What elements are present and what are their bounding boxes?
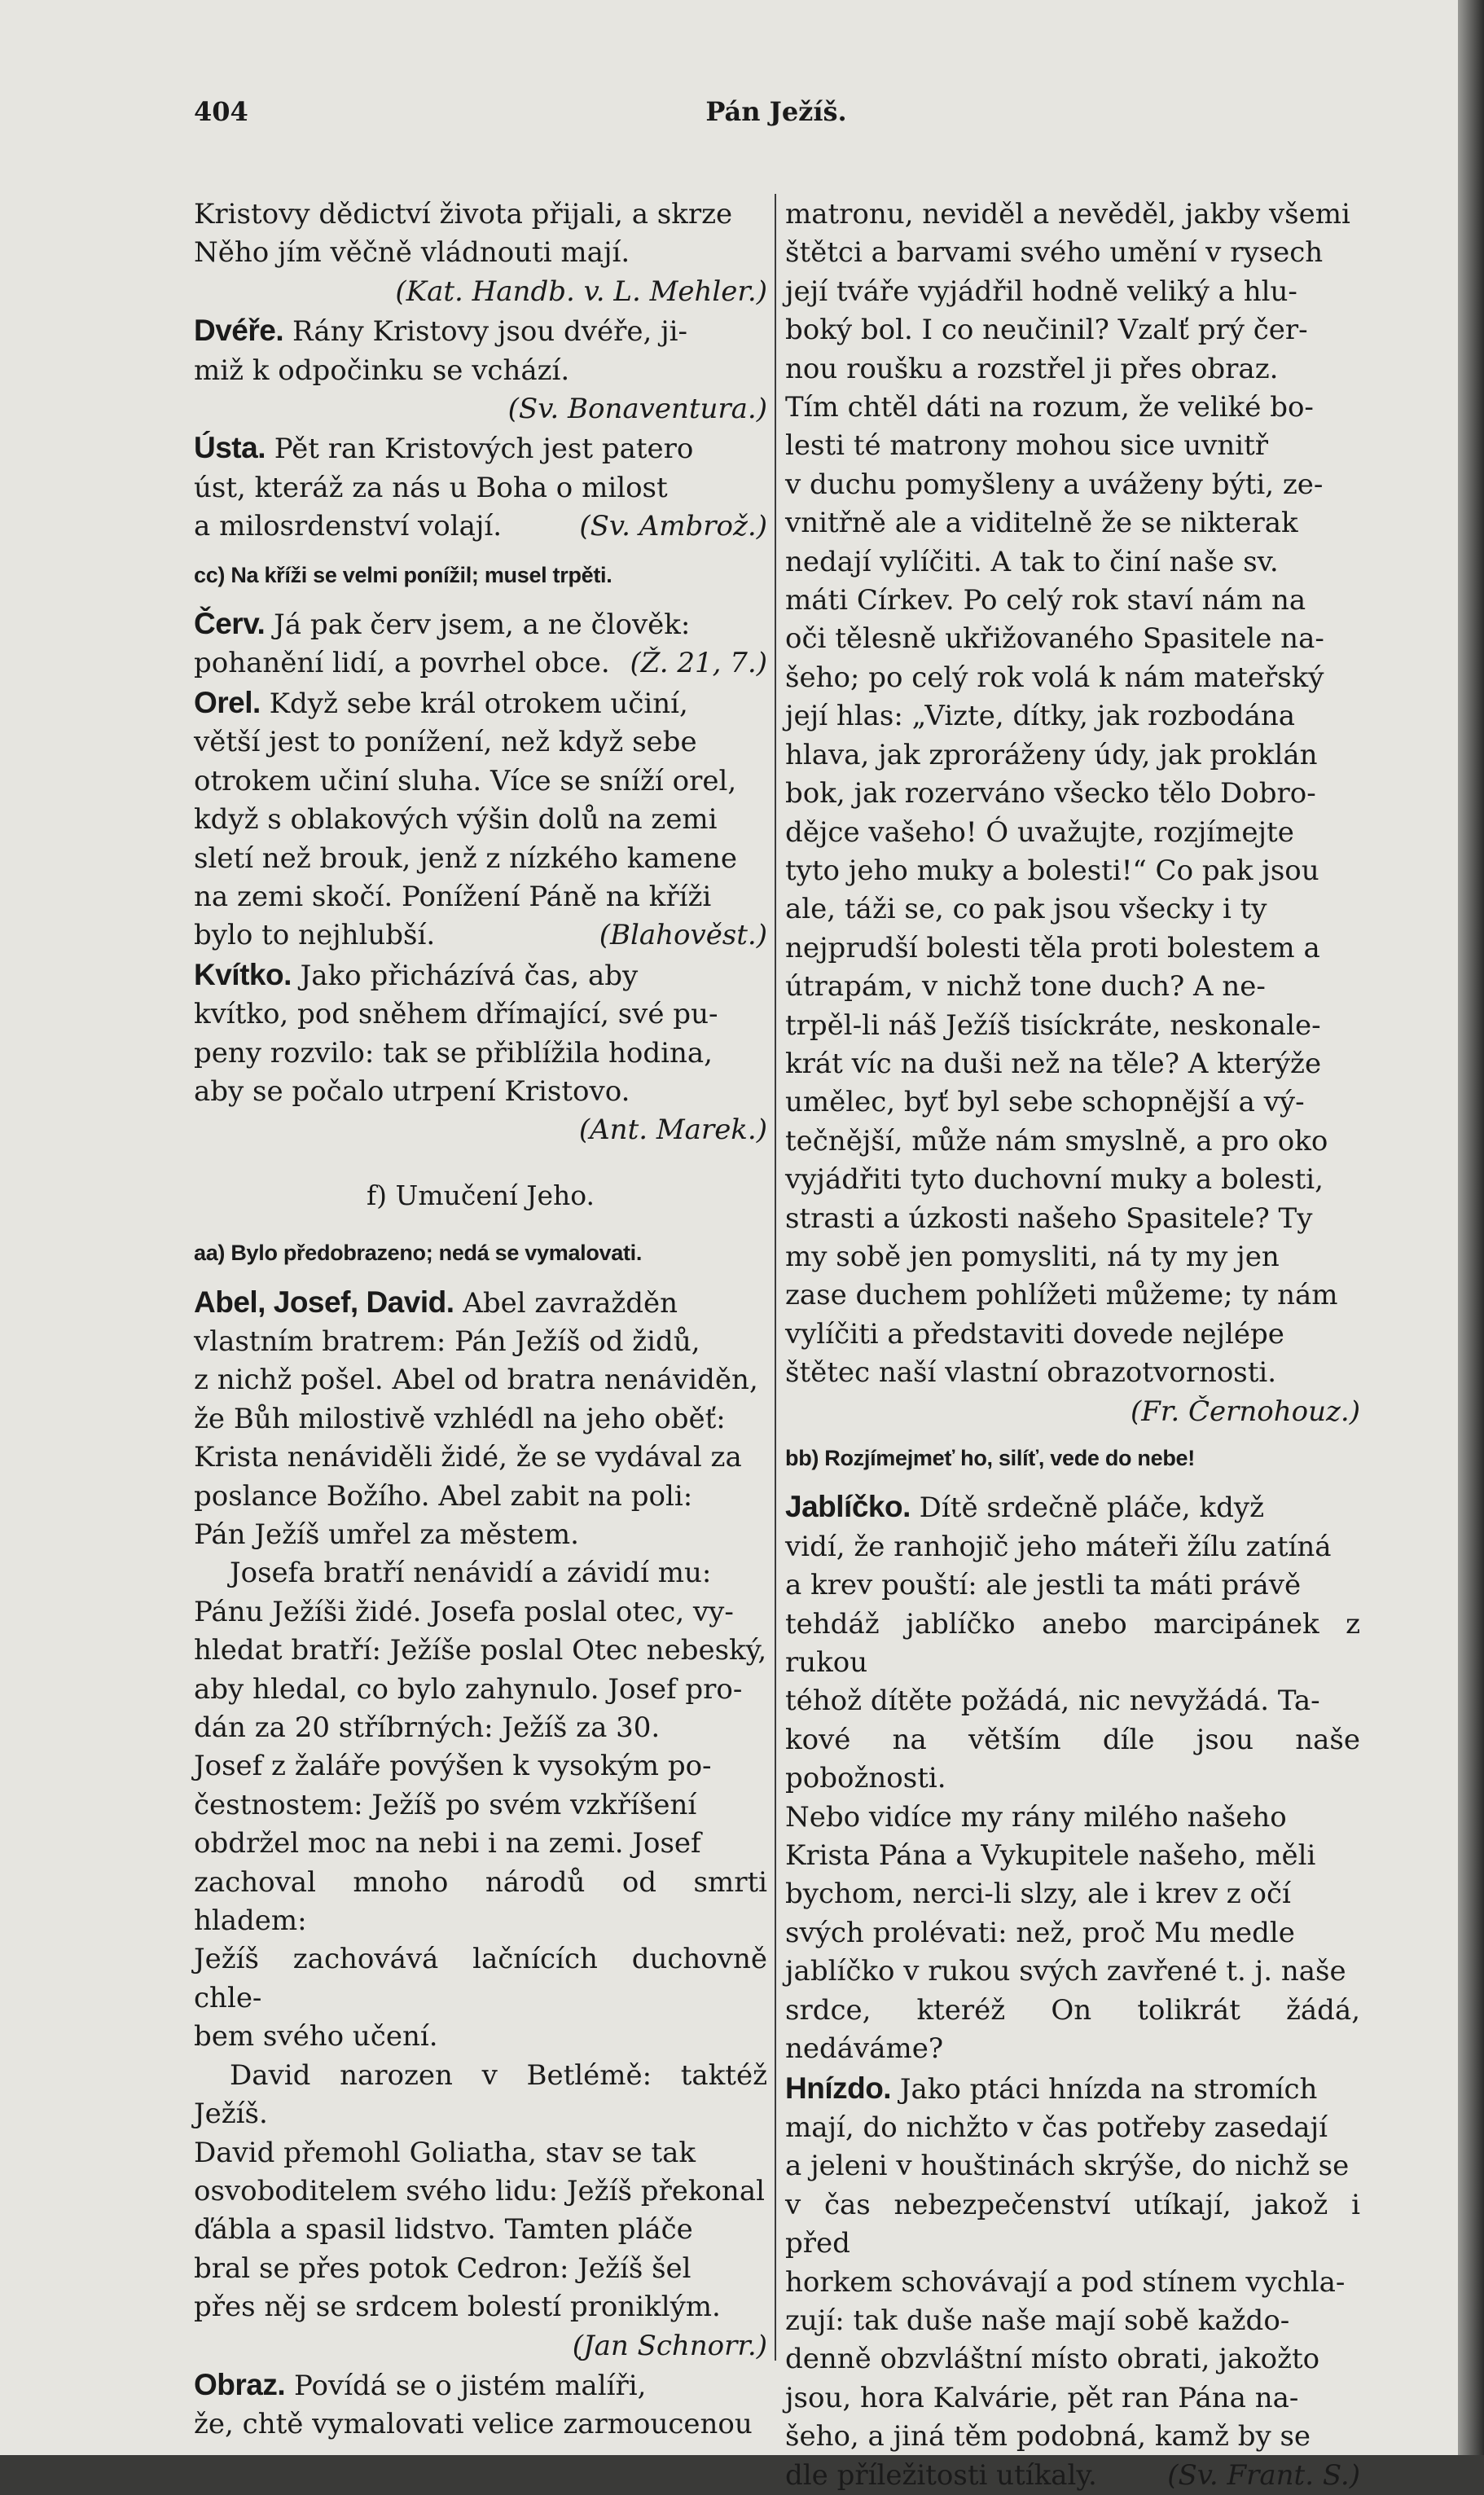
section-heading-bb: bb) Rozjímejmeť ho, silíť, vede do nebe! <box>785 1446 1195 1470</box>
text-line: hledat bratří: Ježíše poslal Otec nebeský, <box>194 1634 767 1667</box>
text-line: boký bol. I co neučinil? Vzalť prý čer- <box>785 314 1308 347</box>
entry-keyword: Orel. <box>194 685 261 719</box>
text-line: miž k odpočinku se vchází. <box>194 354 570 387</box>
entry-keyword: Dvéře. <box>194 314 284 348</box>
text-line: větší jest to ponížení, než když sebe <box>194 726 697 759</box>
text-line: Pán Ježíš umřel za městem. <box>194 1518 579 1551</box>
page-number: 404 <box>194 96 248 127</box>
text-line: v čas nebezpečenství utíkají, jakož i před <box>785 2188 1360 2260</box>
citation: (Ant. Marek.) <box>578 1114 767 1147</box>
column-divider <box>775 194 776 2361</box>
text-line: a krev pouští: ale jestli ta máti právě <box>785 1569 1302 1602</box>
text-line: sletí než brouk, jenž z nízkého kamene <box>194 841 737 875</box>
entry-usta <box>194 428 767 468</box>
text-line: Pánu Ježíši židé. Josefa poslal otec, vy- <box>194 1595 734 1628</box>
text-line: zachoval mnoho národů od smrti hladem: <box>194 1865 767 1938</box>
entry-kvitko <box>194 955 767 995</box>
text-line: Kristovy dědictví života přijali, a skrze <box>194 198 733 231</box>
text-line: srdce, kteréž On tolikrát žádá, nedáváme? <box>785 1993 1360 2066</box>
citation: (Jan Schnorr.) <box>572 2329 767 2362</box>
text-line: a milosrdenství volají. <box>194 510 503 543</box>
text-line-with-citation <box>194 916 767 955</box>
text-line: Ježíš zachovává lačnících duchovně chle- <box>194 1943 767 2014</box>
page-edge-shadow <box>1458 0 1484 2455</box>
entry-text: Pět ran Kristových jest patero <box>265 433 694 466</box>
text-line: a jeleni v houštinách skrýše, do nichž se <box>785 2150 1350 2183</box>
page-header <box>194 96 1359 145</box>
text-line: Josef z žaláře povýšen k vysokým po- <box>194 1750 712 1783</box>
section-heading-aa: aa) Bylo předobrazeno; nedá se vymalovati. <box>194 1241 643 1266</box>
text-line: vylíčiti a představiti dovede nejlépe <box>785 1317 1284 1351</box>
entry-text: Abel zavražděn <box>454 1286 678 1320</box>
text-line: ďábla a spasil lidstvo. Tamten pláče <box>194 2213 693 2247</box>
entry-jablicko <box>785 1487 1360 1527</box>
entry-keyword: Obraz. <box>194 2367 286 2401</box>
text-line: vyjádřiti tyto duchovní muky a bolesti, <box>785 1163 1324 1197</box>
text-line: nejprudší bolesti těla proti bolestem a <box>785 931 1320 964</box>
text-line: její tváře vyjádřil hodně veliký a hlu- <box>785 275 1297 308</box>
entry-text: Rány Kristovy jsou dvéře, ji- <box>283 315 687 349</box>
text-line: hlava, jak zproráženy údy, jak proklán <box>785 738 1318 771</box>
entry-text: Jako přicházívá čas, aby <box>291 959 639 992</box>
section-heading-cc: cc) Na kříži se velmi ponížil; musel trpěti. <box>194 562 612 587</box>
text-line: téhož dítěte požádá, nic nevyžádá. Ta- <box>785 1685 1320 1718</box>
text-line: dán za 20 stříbrných: Ježíš za 30. <box>194 1711 661 1745</box>
text-line: bok, jak rozerváno všecko tělo Dobro- <box>785 777 1316 810</box>
text-line: vidí, že ranhojič jeho máteři žílu zatíná <box>785 1530 1332 1563</box>
text-line: poslance Božího. Abel zabit na poli: <box>194 1479 693 1513</box>
entry-text: Dítě srdečně pláče, když <box>910 1491 1265 1525</box>
entry-keyword: Abel, Josef, David. <box>194 1285 454 1319</box>
text-line: že Bůh milostivě vzhlédl na jeho oběť: <box>194 1402 726 1435</box>
text-line: jablíčko v rukou svých zavřené t. j. naše <box>785 1955 1346 1988</box>
text-line: že, chtě vymalovati velice zarmoucenou <box>194 2408 753 2441</box>
text-line: aby hledal, co bylo zahynulo. Josef pro- <box>194 1672 743 1706</box>
text-line: nedají vylíčiti. A tak to činí naše sv. <box>785 545 1279 578</box>
entry-keyword: Ústa. <box>194 431 266 465</box>
text-line: útrapám, v nichž tone duch? A ne- <box>785 970 1266 1004</box>
text-line: otrokem učiní sluha. Více se sníží orel, <box>194 764 737 797</box>
text-line: štětec naší vlastní obrazotvornosti. <box>785 1356 1277 1390</box>
text-line: nou roušku a rozstřel ji přes obraz. <box>785 352 1279 385</box>
text-line: David narozen v Betlémě: taktéž Ježíš. <box>194 2058 767 2131</box>
text-line: na zemi skočí. Ponížení Páně na kříži <box>194 880 712 913</box>
citation: (Sv. Bonaventura.) <box>507 393 767 426</box>
text-line: kové na větším díle jsou naše pobožnosti. <box>785 1723 1360 1795</box>
citation: (Blahověst.) <box>599 919 767 952</box>
citation: (Kat. Handb. v. L. Mehler.) <box>395 275 767 308</box>
text-line: umělec, byť byl sebe schopnější a vý- <box>785 1086 1305 1119</box>
text-line-with-citation <box>194 644 767 683</box>
text-line: máti Církev. Po celý rok staví nám na <box>785 584 1306 617</box>
right-column <box>785 195 1360 2495</box>
text-line: my sobě jen pomysliti, ná ty my jen <box>785 1240 1280 1273</box>
text-line: vlastním bratrem: Pán Ježíš od židů, <box>194 1324 700 1358</box>
text-line: oči tělesně ukřižovaného Spasitele na- <box>785 622 1324 656</box>
text-line: zase duchem pohlížeti můžeme; ty nám <box>785 1279 1338 1312</box>
text-line: Josefa bratří nenávidí a závidí mu: <box>230 1557 712 1590</box>
citation: (Ž. 21, 7.) <box>630 647 767 680</box>
text-line: úst, kteráž za nás u Boha o milost <box>194 471 668 504</box>
text-line: šeho, a jiná těm podobná, kamž by se <box>785 2420 1311 2453</box>
text-line: tečnější, může nám smyslně, a pro oko <box>785 1124 1328 1157</box>
text-line: Krista Pána a Vykupitele našeho, měli <box>785 1839 1316 1873</box>
text-line: krát víc na duši než na těle? A kterýže <box>785 1047 1322 1080</box>
entry-abel <box>194 1283 767 1323</box>
text-line: čestnostem: Ježíš po svém vzkříšení <box>194 1788 697 1821</box>
text-line: aby se počalo utrpení Kristovo. <box>194 1074 630 1108</box>
entry-keyword: Kvítko. <box>194 957 292 991</box>
text-line: osvoboditelem svého lidu: Ježíš překonal <box>194 2174 765 2207</box>
text-line: její hlas: „Vizte, dítky, jak rozbodána <box>785 700 1296 733</box>
text-line: ale, táži se, co pak jsou všecky i ty <box>785 893 1267 926</box>
text-line: když s oblakových výšin dolů na zemi <box>194 803 718 837</box>
text-line: denně obzvláštní místo obrati, jakožto <box>785 2343 1320 2376</box>
text-line: trpěl-li náš Ježíš tisíckráte, neskonale- <box>785 1008 1321 1042</box>
entry-keyword: Červ. <box>194 607 266 641</box>
text-line: tyto jeho muky a bolesti!“ Co pak jsou <box>785 854 1319 887</box>
text-line: přes něj se srdcem bolestí proniklým. <box>194 2291 721 2324</box>
subsection-heading-f: f) Umučení Jeho. <box>366 1179 595 1211</box>
entry-text: Povídá se o jistém malíři, <box>285 2369 647 2402</box>
text-line: mají, do nichžto v čas potřeby zasedají <box>785 2111 1328 2144</box>
entry-text: Jako ptáci hnízda na stromích <box>891 2072 1318 2106</box>
text-line: v duchu pomyšleny a uváženy býti, ze- <box>785 468 1324 501</box>
text-line: peny rozvilo: tak se přiblížila hodina, <box>194 1036 713 1070</box>
text-line: Tím chtěl dáti na rozum, že veliké bo- <box>785 391 1314 424</box>
entry-orel <box>194 683 767 723</box>
entry-keyword: Hnízdo. <box>785 2071 892 2105</box>
text-line: pohanění lidí, a povrhel obce. <box>194 647 610 680</box>
entry-dvere <box>194 311 767 351</box>
text-line: zují: tak duše naše mají sobě každo- <box>785 2304 1290 2337</box>
text-line: bem svého učení. <box>194 2020 438 2054</box>
text-line: lesti té matrony mohou sice uvnitř <box>785 429 1269 463</box>
entry-text: Já pak červ jsem, a ne člověk: <box>265 608 691 642</box>
citation: (Sv. Ambrož.) <box>579 510 767 543</box>
citation: (Sv. Frant. S.) <box>1167 2458 1360 2492</box>
text-line: Krista nenáviděli židé, že se vydával za <box>194 1441 742 1474</box>
text-line: tehdáž jablíčko anebo marcipánek z rukou <box>785 1607 1360 1680</box>
text-line: obdržel moc na nebi i na zemi. Josef <box>194 1827 701 1860</box>
text-line: dle příležitosti utíkaly. <box>785 2458 1097 2492</box>
text-line: Nebo vidíce my rány milého našeho <box>785 1800 1287 1834</box>
running-head: Pán Ježíš. <box>705 96 847 127</box>
left-column <box>194 195 767 2444</box>
text-line: kvítko, pod sněhem dřímající, své pu- <box>194 998 718 1031</box>
text-line: strasti a úzkosti našeho Spasitele? Ty <box>785 1201 1313 1235</box>
text-line: dějce vašeho! Ó uvažujte, rozjímejte <box>785 815 1294 849</box>
text-line-with-citation <box>785 2457 1360 2495</box>
entry-keyword: Jablíčko. <box>785 1490 911 1524</box>
text-line-with-citation <box>194 507 767 546</box>
text-line: šeho; po celý rok volá k nám mateřský <box>785 661 1324 694</box>
entry-cerv <box>194 604 767 644</box>
text-line: matronu, neviděl a nevěděl, jakby všemi <box>785 198 1350 231</box>
text-line: David přemohl Goliatha, stav se tak <box>194 2136 696 2169</box>
entry-obraz <box>194 2365 767 2405</box>
text-line: horkem schovávají a pod stínem vychla- <box>785 2265 1346 2299</box>
entry-text: Když sebe král otrokem učiní, <box>260 687 688 720</box>
text-line: Něho jím věčně vládnouti mají. <box>194 236 630 270</box>
text-line: štětci a barvami svého umění v rysech <box>785 236 1324 270</box>
citation: (Fr. Černohouz.) <box>1131 1395 1360 1428</box>
text-line: jsou, hora Kalvárie, pět ran Pána na- <box>785 2381 1299 2414</box>
text-line: z nichž pošel. Abel od bratra nenáviděn, <box>194 1364 758 1397</box>
text-line: bylo to nejhlubší. <box>194 919 436 952</box>
text-line: svých prolévati: než, proč Mu medle <box>785 1916 1295 1949</box>
entry-hnizdo <box>785 2069 1360 2109</box>
text-line: vnitřně ale a viditelně že se nikterak <box>785 507 1298 540</box>
text-line: bral se přes potok Cedron: Ježíš šel <box>194 2251 692 2285</box>
text-line: bychom, nerci-li slzy, ale i krev z očí <box>785 1878 1291 1911</box>
